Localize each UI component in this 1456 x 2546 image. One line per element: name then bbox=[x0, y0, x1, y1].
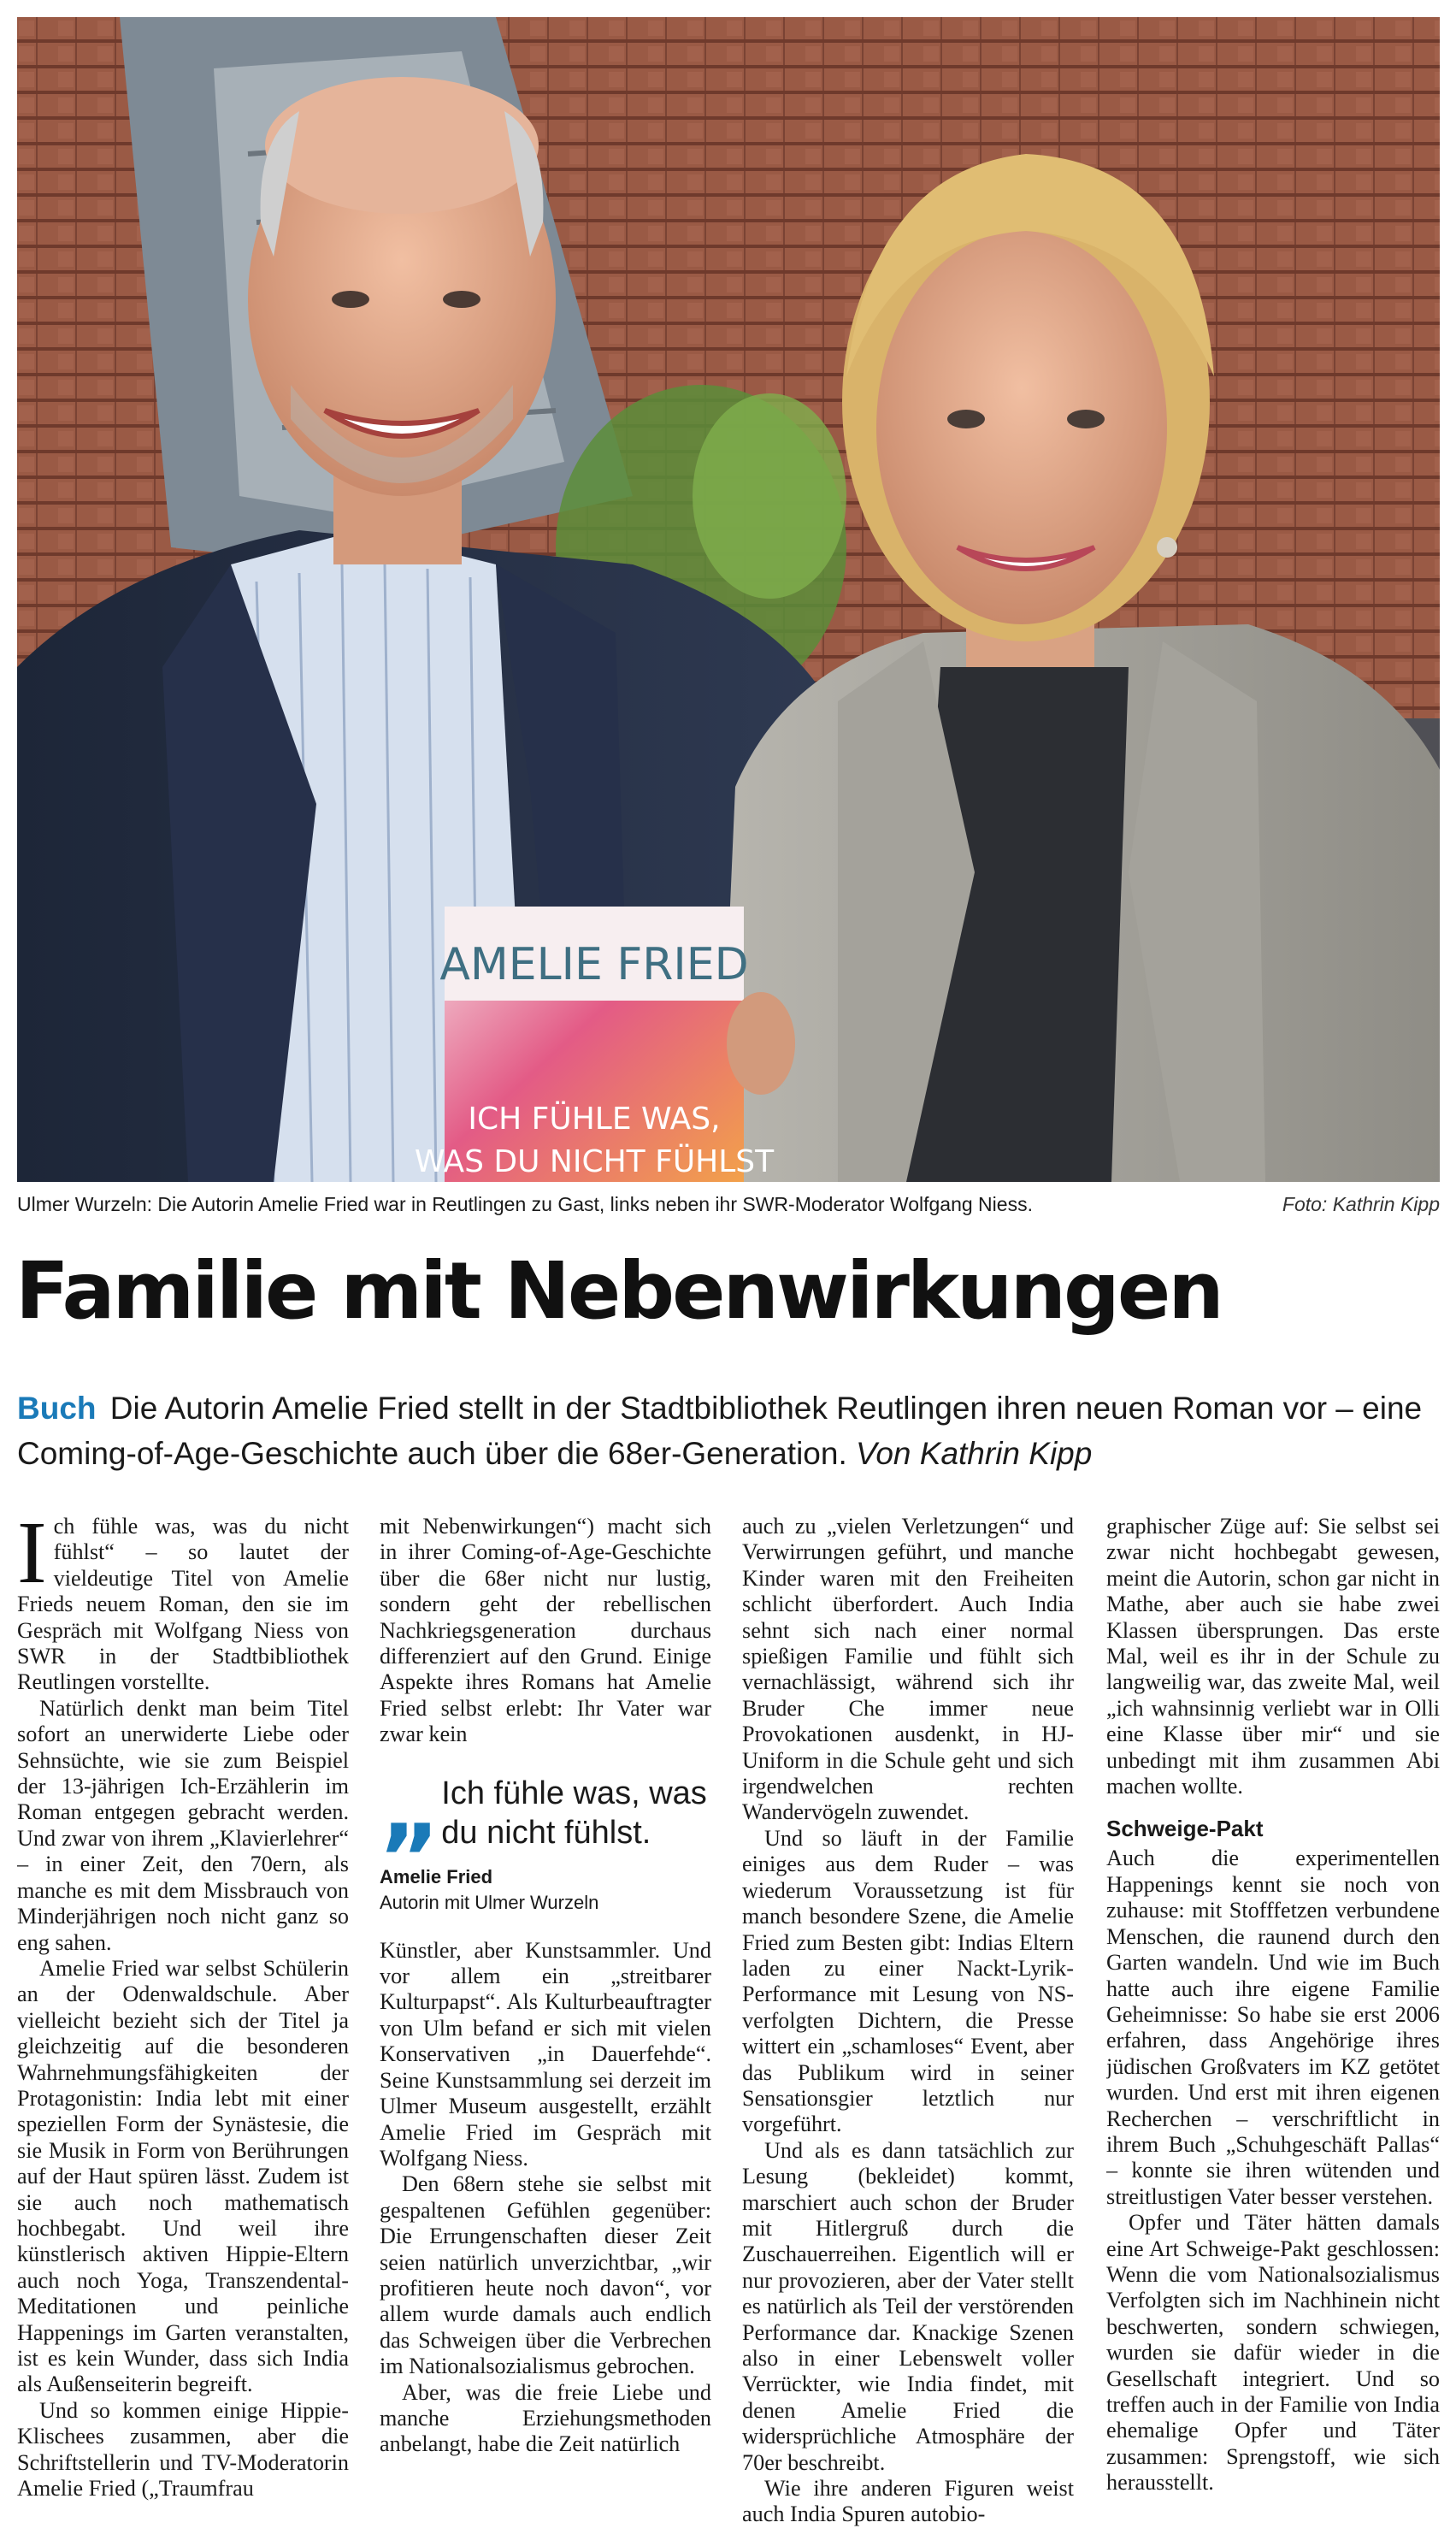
photo-credit: Foto: Kathrin Kipp bbox=[1282, 1193, 1440, 1215]
paragraph: Und so läuft in der Familie einiges aus dem Ruder – was wiederum Voraussetzung ist für manch besondere Szene, die Amelie Fried zum Besten gibt: Indias Eltern laden zu einer Nackt-Lyrik-Performance mit Lesung von NS-verfolgten Dichtern, die Presse wittert ein „schamloses“ Event, aber das Publikum wird in seiner Sensationsgier letztlich nur vorgeführt. bbox=[742, 1825, 1074, 2137]
paragraph: Natürlich denkt man beim Titel sofort an unerwiderte Liebe oder Sehnsüchte, wie sie zum Beispiel der 13-jährigen Ich-Erzählerin im Roman entgegen gebracht werden. Und zwar von ihrem „Klavierlehrer“ – in einer Zeit, den 70ern, als manche es mit dem Missbrauch von Minderjährigen noch nicht ganz so eng sahen. bbox=[17, 1695, 349, 1955]
teaser bbox=[17, 1385, 1440, 1476]
column-4 bbox=[1106, 1514, 1440, 2531]
book-title-line1: ICH FÜHLE WAS, bbox=[468, 1102, 721, 1137]
quote-mark: „ bbox=[380, 1752, 430, 1863]
column-2 bbox=[380, 1514, 711, 2531]
paragraph: Aber, was die freie Liebe und manche Erziehungsmethoden anbelangt, habe die Zeit natürlich bbox=[380, 2379, 711, 2457]
book-cover bbox=[415, 907, 775, 1182]
paragraph: Den 68ern stehe sie selbst mit gespaltenen Gefühlen gegenüber: Die Errungenschaften dieser Zeit seien natürlich unverzichtbar, „wir profitieren heute noch davon“, vor allem wurde damals auch endlich das Schweigen über die Verbrechen im Nationalsozialismus gebrochen. bbox=[380, 2171, 711, 2379]
paragraph: Wie ihre anderen Figuren weist auch India Spuren autobio- bbox=[742, 2476, 1074, 2527]
paragraph: Auch die experimentellen Happenings kennt sie noch von zuhause: mit Stofffetzen verbundene Menschen, die raunend durch den Garten wandeln. Und wie im Buch hatte auch ihre eigene Familie Geheimnisse: So habe sie erst 2006 erfahren, dass Angehörige ihres jüdischen Großvaters im KZ getötet wurden. Und erst mit ihren eigenen Recherchen – verschriftlicht in ihrem Buch „Schuhgeschäft Pallas“ – konnte sie ihren wütenden und streitlustigen Vater besser verstehen. bbox=[1106, 1846, 1440, 2209]
kicker: Buch bbox=[17, 1391, 97, 1426]
book-author: AMELIE FRIED bbox=[439, 939, 749, 990]
column-1 bbox=[17, 1514, 349, 2531]
paragraph: Opfer und Täter hätten damals eine Art Schweige-Pakt geschlossen: Wenn die vom Nationalsozialismus Verfolgten sich im Nachhinein nicht beschwerten, sondern schwiegen, wurden sie dafür wieder in die Gesellschaft integriert. Und so treffen auch in der Familie von India ehemalige Opfer und Täter zusammen: Sprengstoff, wie sich herausstellt. bbox=[1106, 2210, 1440, 2496]
quote-role: Autorin mit Ulmer Wurzeln bbox=[380, 1891, 599, 1913]
paragraph: mit Nebenwirkungen“) macht sich in ihrer Coming-of-Age-Geschichte über die 68er nicht nur lustig, sondern geht der rebellischen Nachkriegsgeneration durchaus differenziert auf den Grund. Einige Aspekte ihres Romans hat Amelie Fried selbst erlebt: Ihr Vater war zwar kein bbox=[380, 1514, 711, 1747]
quote-text: Ich fühle was, was du nicht fühlst. bbox=[441, 1775, 707, 1851]
headline: Familie mit Nebenwirkungen bbox=[15, 1245, 1222, 1337]
book-title-line2: WAS DU NICHT FÜHLST bbox=[414, 1144, 775, 1179]
column-3 bbox=[742, 1514, 1074, 2531]
paragraph: auch zu „vielen Verletzungen“ und Verwirrungen geführt, und manche Kinder waren mit den Freiheiten schlicht überfordert. Auch India sehnt sich nach einer normal spießigen Familie und fühlt sich vernachlässigt, während sich ihr Bruder Che immer neue Provokationen ausdenkt, in HJ-Uniform in die Schule geht und sich irgendwelchen rechten Wandervögeln zuwendet. bbox=[742, 1514, 1074, 1825]
paragraph: Und so kommen einige Hippie-Klischees zusammen, aber die Schriftstellerin und TV-Moderatorin Amelie Fried („Traumfrau bbox=[17, 2397, 349, 2502]
paragraph: Künstler, aber Kunstsammler. Und vor allem ein „streitbarer Kulturpapst“. Als Kulturbeauftragter von Ulm befand er sich mit vielen Konservativen „in Dauerfehde“. Seine Kunstsammlung sei derzeit im Ulmer Museum ausgestellt, erzählt Amelie Fried im Gespräch mit Wolfgang Niess. bbox=[380, 1937, 711, 2171]
photo-caption: Ulmer Wurzeln: Die Autorin Amelie Fried war in Reutlingen zu Gast, links neben ihr SWR-Moderator Wolfgang Niess. bbox=[17, 1193, 1033, 1215]
dropcap: I bbox=[17, 1514, 47, 1602]
subheading: Schweige-Pakt bbox=[1106, 1816, 1264, 1842]
pull-quote bbox=[380, 1752, 711, 1916]
byline: Von Kathrin Kipp bbox=[856, 1436, 1093, 1471]
photo-caption-row bbox=[17, 1189, 1440, 1220]
teaser-text: Die Autorin Amelie Fried stellt in der Stadtbibliothek Reutlingen ihren neuen Roman vor – eine Coming-of-Age-Geschichte auch über die 68er-Generation. bbox=[17, 1391, 1423, 1471]
paragraph: Und als es dann tatsächlich zur Lesung (bekleidet) kommt, marschiert auch schon der Bruder mit Hitlergruß durch die Zuschauerreihen. Eigentlich will er nur provozieren, aber der Vater stellt es natürlich als Teil der verstörenden Performance dar. Knackige Szenen also in einer Lebenswelt voller Verrückter, wie India findet, mit denen Amelie Fried die widersprüchliche Atmosphäre der 70er beschreibt. bbox=[742, 2137, 1074, 2475]
article-photo bbox=[17, 17, 1440, 1182]
quote-author: Amelie Fried bbox=[380, 1865, 493, 1887]
paragraph: graphischer Züge auf: Sie selbst sei zwar nicht hochbegabt gewesen, meint die Autorin, schon gar nicht in Mathe, aber auch sie habe zwei Klassen übersprungen. Das erste Mal, weil es ihr in der Schule zu langweilig war, das zweite Mal, weil „ich wahnsinnig verliebt war in Olli eine Klasse über mir“ und sie unbedingt mit ihm zusammen Abi machen wollte. bbox=[1106, 1514, 1440, 1799]
paragraph: Amelie Fried war selbst Schülerin an der Odenwaldschule. Aber vielleicht bezieht sich der Titel ja gleichzeitig auf die besonderen Wahrnehmungsfähigkeiten der Protagonistin: India lebt mit einer speziellen Form der Synästesie, die sie Musik in Form von Berührungen auf der Haut spüren lässt. Zudem ist sie auch noch mathematisch hochbegabt. Und weil ihre künstlerisch aktiven Hippie-Eltern auch noch Yoga, Transzendental-Meditationen und peinliche Happenings im Garten veranstalten, ist es kein Wunder, dass sich India als Außenseiterin begreift. bbox=[17, 1955, 349, 2397]
paragraph: Ich fühle was, was du nicht fühlst“ – so lautet der vieldeutige Titel von Amelie Frieds neuem Roman, den sie im Gespräch mit Wolfgang Niess von SWR in der Stadtbibliothek Reutlingen vorstellte. bbox=[17, 1514, 349, 1695]
